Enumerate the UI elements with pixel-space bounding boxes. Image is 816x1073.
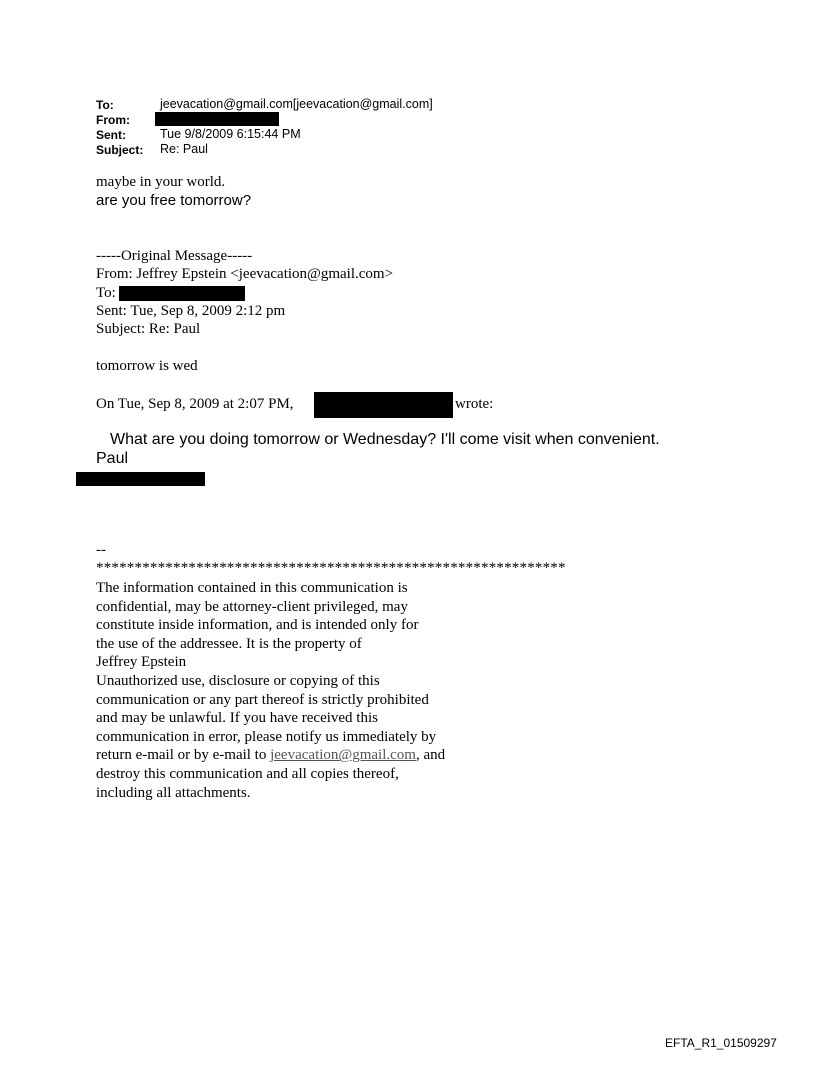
original-divider: -----Original Message-----: [96, 248, 253, 264]
quoted-signature: Paul: [96, 450, 129, 467]
disclaimer-return-line: [96, 746, 496, 765]
disclaimer-line: confidential, may be attorney-client privileged, may: [96, 598, 408, 615]
reply-line-2: are you free tomorrow?: [96, 192, 252, 209]
return-suffix: , and: [415, 747, 446, 764]
original-body: tomorrow is wed: [96, 358, 198, 374]
document-id: EFTA_R1_01509297: [665, 1036, 777, 1050]
to-value: jeevacation@gmail.com[jeevacation@gmail.com]: [160, 97, 433, 111]
quoted-line-1: What are you doing tomorrow or Wednesday? I'll come visit when convenient.: [110, 431, 660, 448]
sent-label: Sent:: [96, 128, 126, 142]
redaction-bar: [76, 472, 205, 486]
disclaimer-line: destroy this communication and all copies thereof,: [96, 765, 399, 782]
to-label: To:: [96, 98, 114, 112]
return-prefix: return e-mail or by e-mail to: [96, 747, 267, 764]
disclaimer-line: communication in error, please notify us immediately by: [96, 728, 437, 745]
stars-divider: *************************************************************: [96, 560, 566, 576]
email-link[interactable]: jeevacation@gmail.com: [270, 747, 416, 764]
disclaimer-line: the use of the addressee. It is the property of: [96, 635, 362, 652]
disclaimer-line: communication or any part thereof is strictly prohibited: [96, 691, 429, 708]
disclaimer-line: constitute inside information, and is intended only for: [96, 617, 419, 634]
signature-dashes: --: [96, 542, 106, 558]
disclaimer-block: [96, 579, 496, 802]
from-label: From:: [96, 113, 130, 127]
disclaimer-line: and may be unlawful. If you have received this: [96, 710, 378, 727]
disclaimer-line: Unauthorized use, disclosure or copying of this: [96, 672, 380, 689]
original-to-label: To:: [96, 285, 116, 301]
original-from: From: Jeffrey Epstein <jeevacation@gmail.com>: [96, 266, 394, 282]
wrote-suffix: wrote:: [455, 396, 494, 412]
disclaimer-line: The information contained in this communication is: [96, 580, 408, 596]
subject-value: Re: Paul: [160, 142, 208, 156]
wrote-prefix: On Tue, Sep 8, 2009 at 2:07 PM,: [96, 396, 294, 412]
redaction-bar: [314, 392, 453, 418]
disclaimer-line: Jeffrey Epstein: [96, 654, 187, 671]
redaction-bar: [155, 112, 279, 126]
original-sent: Sent: Tue, Sep 8, 2009 2:12 pm: [96, 303, 286, 319]
redaction-bar: [119, 286, 245, 301]
sent-value: Tue 9/8/2009 6:15:44 PM: [160, 127, 301, 141]
original-subject: Subject: Re: Paul: [96, 321, 201, 337]
subject-label: Subject:: [96, 143, 144, 157]
disclaimer-line: including all attachments.: [96, 784, 251, 801]
reply-line-1: maybe in your world.: [96, 174, 226, 190]
